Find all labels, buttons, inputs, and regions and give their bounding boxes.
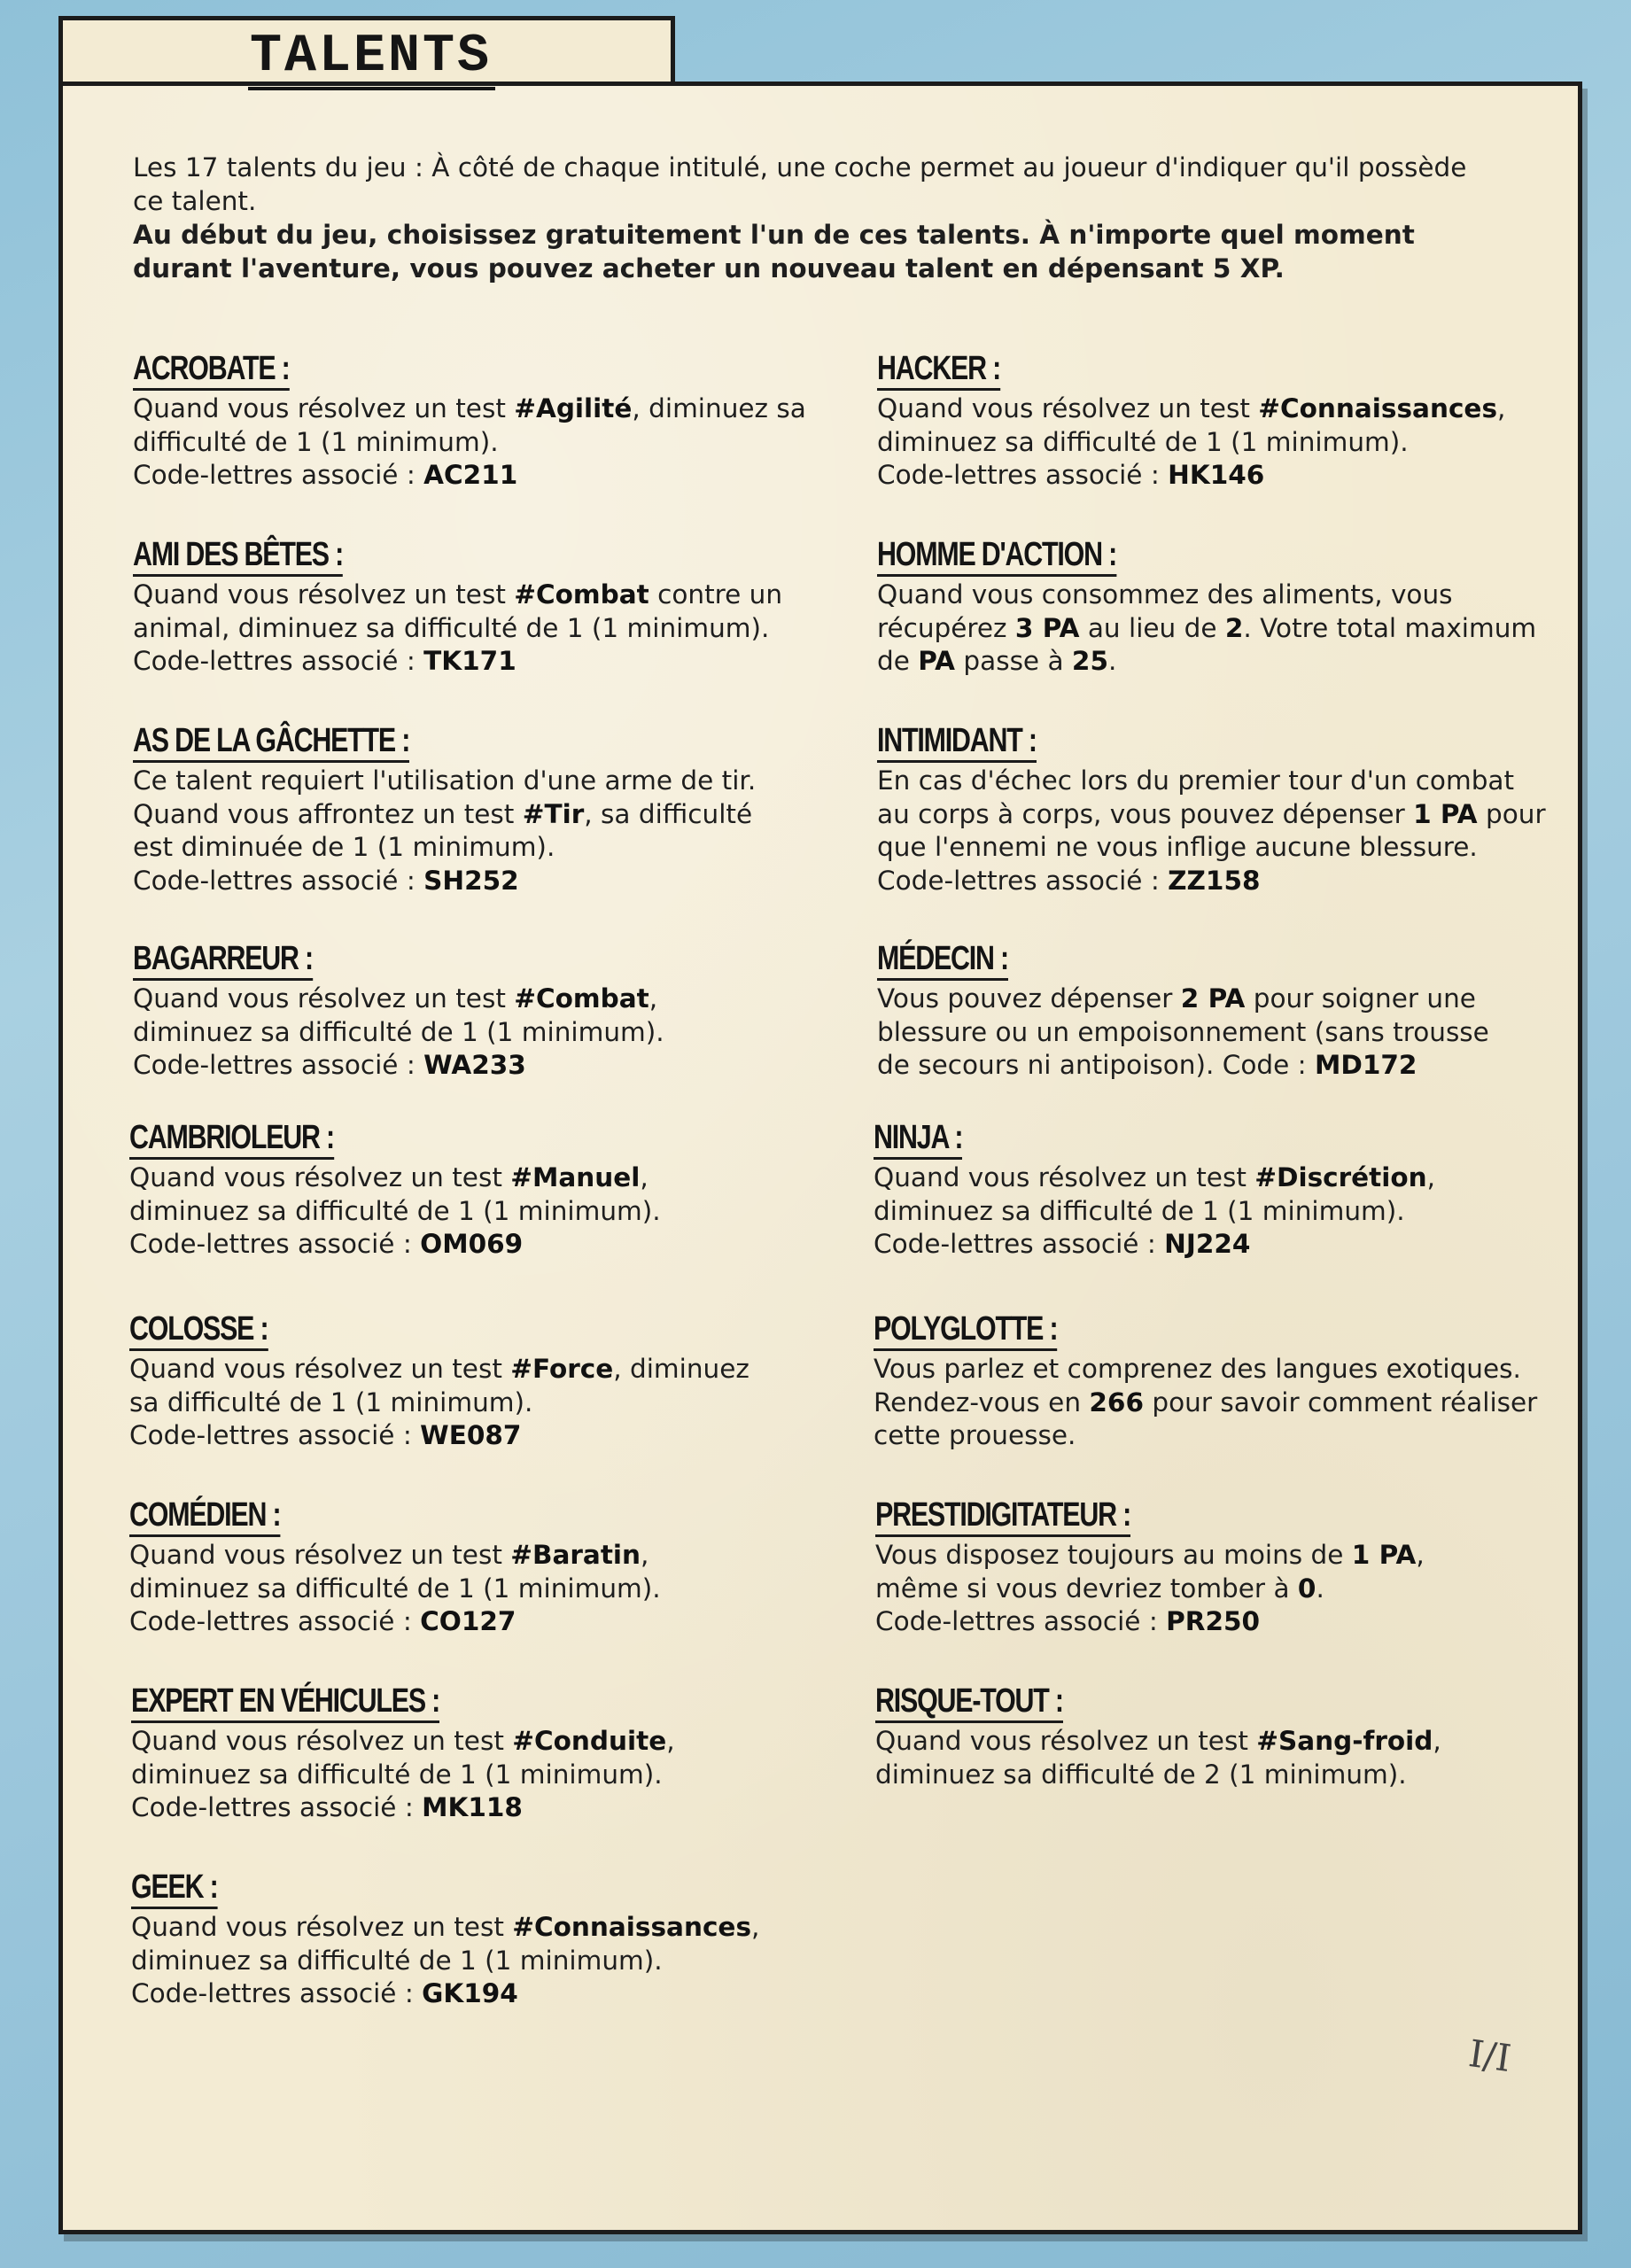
talent-description: Quand vous résolvez un test #Discrétion, diminuez sa difficulté de 1 (1 minimum). Code-lettres associé : NJ224 (874, 1162, 1436, 1259)
talent-description: En cas d'échec lors du premier tour d'un combat au corps à corps, vous pouvez dépenser 1 PA pour que l'ennemi ne vous inflige aucune blessure. Code-lettres associé : ZZ158 (877, 765, 1546, 896)
talent-risque-tout (875, 1682, 1513, 1791)
talent-title: NINJA : (874, 1118, 962, 1160)
talent-description: Ce talent requiert l'utilisation d'une arme de tir. Quand vous affrontez un test #Tir, sa difficulté est diminuée de 1 (1 minimum). Code-lettres associé : SH252 (133, 765, 757, 896)
talent-code: NJ224 (1164, 1229, 1251, 1259)
talent-code: GK194 (422, 1978, 518, 2008)
talent-homme-d-action (877, 535, 1550, 679)
talent-title: CAMBRIOLEUR : (129, 1118, 334, 1160)
intro-line-1: Les 17 talents du jeu : À côté de chaque intitulé, une coche permet au joueur d'indiquer qu'il possède ce talent. (133, 152, 1467, 216)
talent-cambrioleur (129, 1118, 767, 1262)
talent-code: ZZ158 (1168, 865, 1261, 896)
talent-description: Vous pouvez dépenser 2 PA pour soigner une blessure ou un empoisonnement (sans trousse de secours ni antipoison). Code : MD172 (877, 983, 1489, 1080)
talent-code: WE087 (420, 1420, 522, 1450)
talent-comedien (129, 1495, 767, 1639)
talent-title: PRESTIDIGITATEUR : (875, 1495, 1130, 1537)
talent-title: GEEK : (131, 1868, 218, 1909)
talent-code: WA233 (423, 1050, 526, 1080)
talent-code: CO127 (420, 1606, 516, 1636)
talent-title: BAGARREUR : (133, 939, 313, 981)
talent-code: MD172 (1314, 1050, 1417, 1080)
talent-medecin (877, 939, 1515, 1083)
talent-colosse (129, 1309, 767, 1453)
talent-code: OM069 (420, 1229, 524, 1259)
talent-description: Quand vous résolvez un test #Combat contre un animal, diminuez sa difficulté de 1 (1 minimum). Code-lettres associé : TK171 (133, 579, 783, 676)
talent-code: PR250 (1166, 1606, 1261, 1636)
talent-code: AC211 (423, 460, 518, 490)
talent-intimidant (877, 721, 1550, 897)
talent-title: POLYGLOTTE : (874, 1309, 1057, 1351)
talent-description: Quand vous résolvez un test #Conduite, diminuez sa difficulté de 1 (1 minimum). Code-lettres associé : MK118 (131, 1726, 675, 1822)
intro-line-2: Au début du jeu, choisissez gratuitement l'un de ces talents. À n'importe quel moment durant l'aventure, vous pouvez acheter un nouveau talent en dépensant 5 XP. (133, 220, 1415, 284)
talent-description: Quand vous résolvez un test #Baratin, diminuez sa difficulté de 1 (1 minimum). Code-lettres associé : CO127 (129, 1540, 661, 1636)
talent-title: COMÉDIEN : (129, 1495, 280, 1537)
talent-ami-des-betes (133, 535, 824, 679)
talent-code: HK146 (1168, 460, 1265, 490)
talent-geek (131, 1868, 769, 2011)
talent-prestidigitateur (875, 1495, 1495, 1639)
talent-description: Quand vous résolvez un test #Manuel, diminuez sa difficulté de 1 (1 minimum). Code-lettres associé : OM069 (129, 1162, 661, 1259)
talent-expert-en-vehicules (131, 1682, 769, 1825)
page-title: TALENTS (248, 30, 495, 90)
intro-text (133, 151, 1480, 285)
talent-title: AMI DES BÊTES : (133, 535, 343, 577)
talent-title: HACKER : (877, 349, 1000, 391)
talent-title: EXPERT EN VÉHICULES : (131, 1682, 439, 1723)
talent-description: Quand vous résolvez un test #Agilité, diminuez sa difficulté de 1 (1 minimum). Code-lettres associé : AC211 (133, 393, 806, 490)
talent-description: Vous disposez toujours au moins de 1 PA, même si vous devriez tomber à 0. Code-lettres associé : PR250 (875, 1540, 1425, 1636)
talent-description: Vous parlez et comprenez des langues exotiques. Rendez-vous en 266 pour savoir comment réaliser cette prouesse. (874, 1354, 1538, 1450)
corner-mark: I/I (1465, 2031, 1514, 2081)
talent-title: COLOSSE : (129, 1309, 268, 1351)
talent-code: MK118 (422, 1792, 523, 1822)
talent-description: Quand vous résolvez un test #Combat, diminuez sa difficulté de 1 (1 minimum). Code-lettres associé : WA233 (133, 983, 664, 1080)
talent-as-de-la-gachette (133, 721, 771, 897)
talent-description: Quand vous résolvez un test #Connaissances, diminuez sa difficulté de 1 (1 minimum). Code-lettres associé : GK194 (131, 1912, 760, 2008)
talent-bagarreur (133, 939, 771, 1083)
talent-polyglotte (874, 1309, 1547, 1453)
talent-title: INTIMIDANT : (877, 721, 1037, 763)
talent-acrobate (133, 349, 806, 493)
talent-code: SH252 (423, 865, 519, 896)
talent-title: ACROBATE : (133, 349, 290, 391)
talent-description: Quand vous résolvez un test #Sang-froid, diminuez sa difficulté de 2 (1 minimum). (875, 1726, 1441, 1790)
talent-ninja (874, 1118, 1511, 1262)
talent-description: Quand vous résolvez un test #Connaissances, diminuez sa difficulté de 1 (1 minimum). Code-lettres associé : HK146 (877, 393, 1506, 490)
talent-title: RISQUE-TOUT : (875, 1682, 1063, 1723)
talent-description: Quand vous consommez des aliments, vous récupérez 3 PA au lieu de 2. Votre total maximum de PA passe à 25. (877, 579, 1537, 676)
talent-code: TK171 (423, 646, 516, 676)
talent-title: MÉDECIN : (877, 939, 1008, 981)
talent-description: Quand vous résolvez un test #Force, diminuez sa difficulté de 1 (1 minimum). Code-lettres associé : WE087 (129, 1354, 749, 1450)
talent-title: HOMME D'ACTION : (877, 535, 1116, 577)
talent-title: AS DE LA GÂCHETTE : (133, 721, 409, 763)
talent-hacker (877, 349, 1515, 493)
